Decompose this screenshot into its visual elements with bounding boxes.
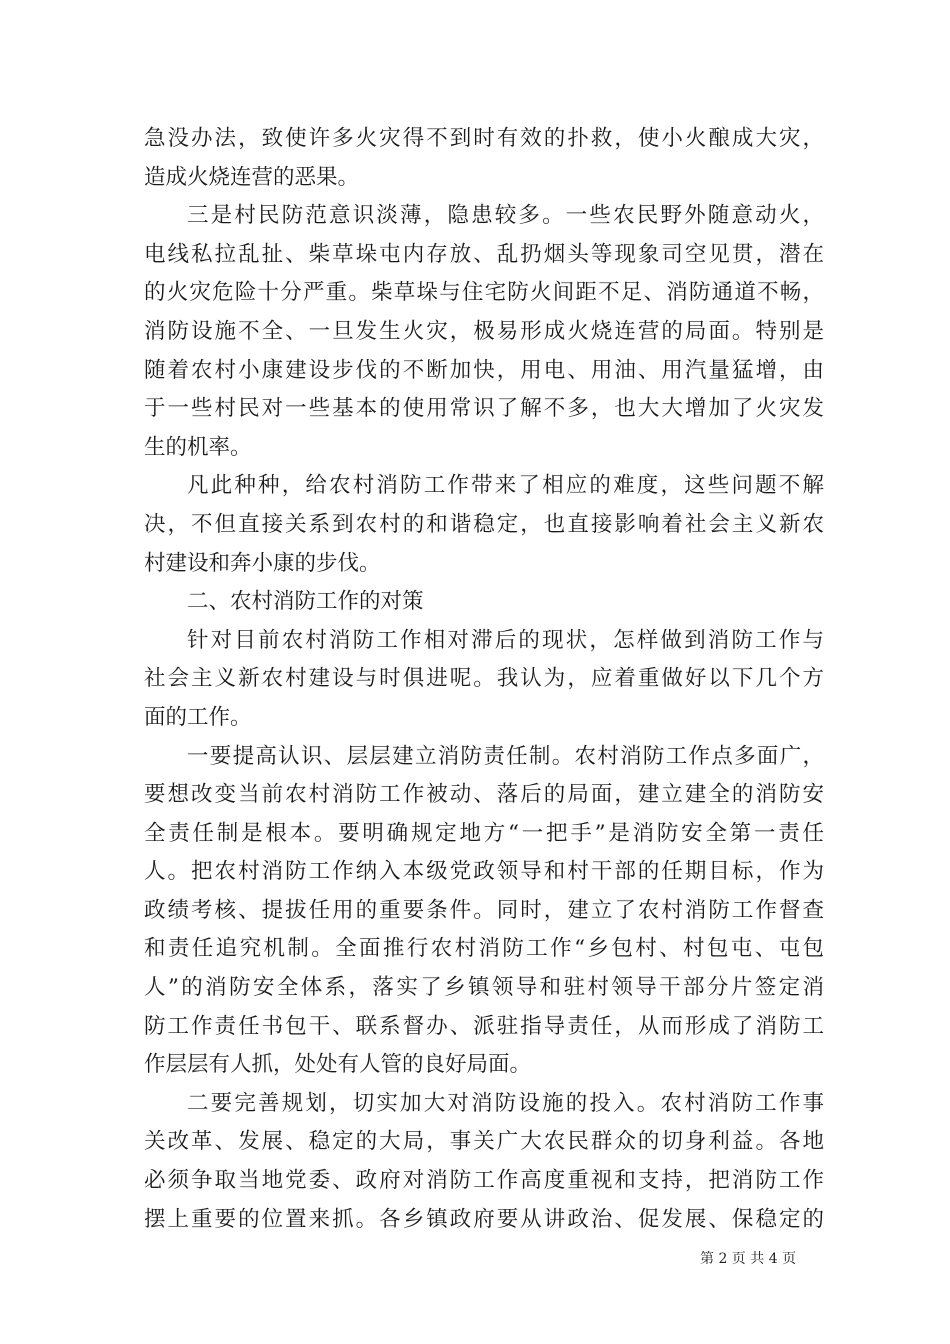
text-line: 针对目前农村消防工作相对滞后的现状，怎样做到消防工作与 (187, 627, 824, 653)
text-line: 决，不但直接关系到农村的和谐稳定，也直接影响着社会主义新农 (144, 511, 824, 537)
text-line: 随着农村小康建设步伐的不断加快，用电、用油、用汽量猛增，由 (144, 357, 824, 383)
section-heading: 二、农村消防工作的对策 (187, 589, 424, 615)
text-line: 政绩考核、提拔任用的重要条件。同时，建立了农村消防工作督查 (144, 897, 824, 923)
text-line: 生的机率。 (144, 434, 252, 460)
text-line: 电线私拉乱扯、柴草垛屯内存放、乱扔烟头等现象司空见贯，潜在 (144, 241, 824, 267)
text-line: 要想改变当前农村消防工作被动、落后的局面，建立建全的消防安 (144, 782, 824, 808)
text-line: 摆上重要的位置来抓。各乡镇政府要从讲政治、促发展、保稳定的 (144, 1206, 824, 1232)
text-line: 关改革、发展、稳定的大局，事关广大农民群众的切身利益。各地 (144, 1129, 824, 1155)
text-line: 和责任追究机制。全面推行农村消防工作“乡包村、村包屯、屯包 (144, 936, 824, 962)
text-line: 一要提高认识、层层建立消防责任制。农村消防工作点多面广， (187, 743, 824, 769)
text-line: 作层层有人抓，处处有人管的良好局面。 (144, 1052, 532, 1078)
text-line: 面的工作。 (144, 704, 252, 730)
text-line: 防工作责任书包干、联系督办、派驻指导责任，从而形成了消防工 (144, 1013, 824, 1039)
text-line: 人。把农村消防工作纳入本级党政领导和村干部的任期目标，作为 (144, 859, 824, 885)
text-line: 必须争取当地党委、政府对消防工作高度重视和支持，把消防工作 (144, 1168, 824, 1194)
page-number-footer: 第 2 页 共 4 页 (700, 1251, 797, 1267)
body-text (144, 120, 824, 1239)
text-line: 造成火烧连营的恶果。 (144, 164, 360, 190)
text-line: 三是村民防范意识淡薄，隐患较多。一些农民野外随意动火， (187, 203, 824, 229)
text-line: 二要完善规划，切实加大对消防设施的投入。农村消防工作事 (187, 1090, 824, 1116)
text-line: 全责任制是根本。要明确规定地方“一把手”是消防安全第一责任 (144, 820, 824, 846)
text-line: 急没办法，致使许多火灾得不到时有效的扑救，使小火酿成大灾， (144, 126, 824, 151)
text-line: 于一些村民对一些基本的使用常识了解不多，也大大增加了火灾发 (144, 396, 824, 422)
text-line: 人”的消防安全体系，落实了乡镇领导和驻村领导干部分片签定消 (144, 975, 824, 1001)
text-line: 的火灾危险十分严重。柴草垛与住宅防火间距不足、消防通道不畅， (144, 280, 824, 306)
text-line: 凡此种种，给农村消防工作带来了相应的难度，这些问题不解 (187, 473, 824, 499)
text-line: 村建设和奔小康的步伐。 (144, 550, 381, 576)
text-line: 消防设施不全、一旦发生火灾，极易形成火烧连营的局面。特别是 (144, 318, 824, 344)
text-line: 社会主义新农村建设与时俱进呢。我认为，应着重做好以下几个方 (144, 666, 824, 692)
